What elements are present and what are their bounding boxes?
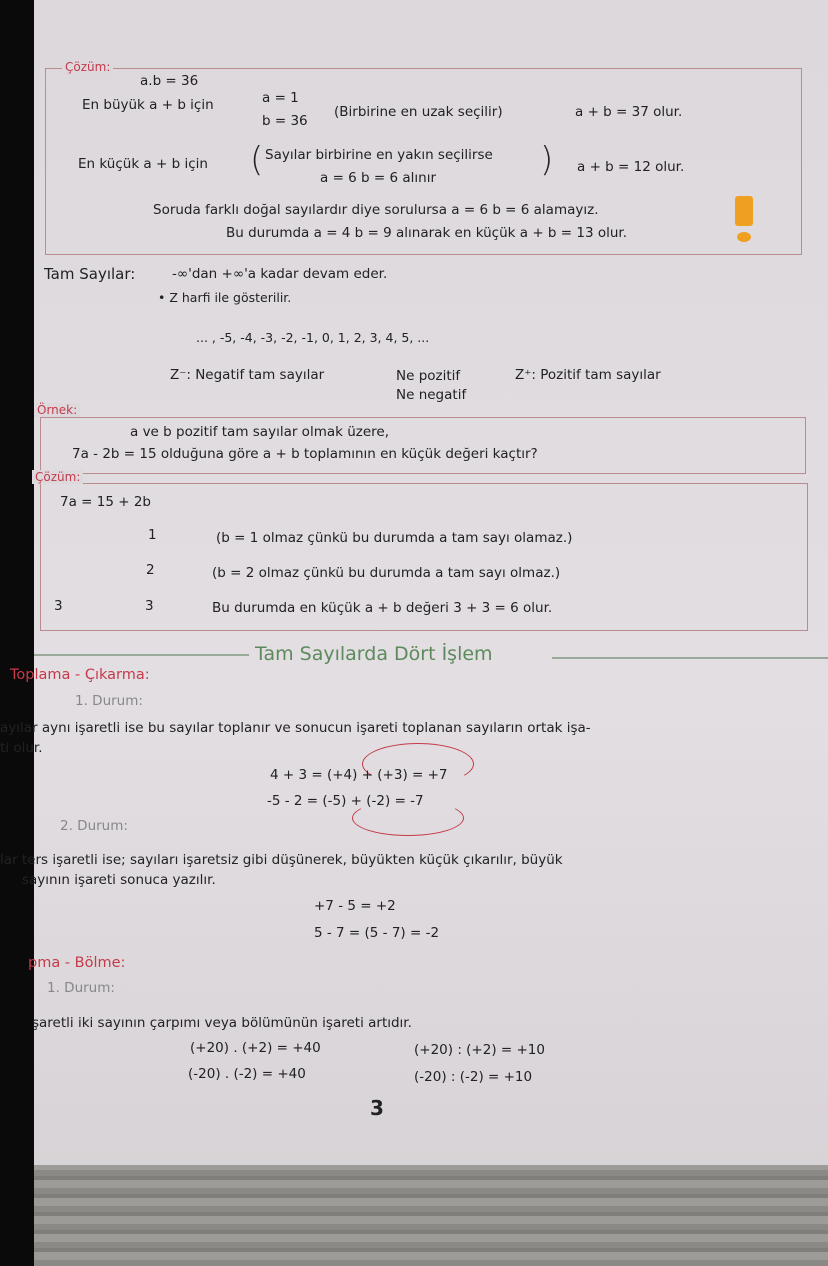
equation: (-20) : (-2) = +10 bbox=[414, 1069, 533, 1085]
value: 1 bbox=[148, 527, 157, 543]
page-number: 3 bbox=[370, 1096, 384, 1120]
equation: (+20) . (+2) = +40 bbox=[190, 1040, 321, 1056]
equation: (+20) : (+2) = +10 bbox=[414, 1042, 545, 1058]
label: Ne pozitif bbox=[396, 368, 461, 384]
text: sayının işareti sonuca yazılır. bbox=[22, 872, 216, 888]
question: 7a - 2b = 15 olduğuna göre a + b toplamının en küçük değeri kaçtır? bbox=[72, 446, 538, 462]
result: a + b = 37 olur. bbox=[575, 104, 683, 120]
note: (Birbirine en uzak seçilir) bbox=[334, 104, 503, 120]
number-line: ... , -5, -4, -3, -2, -1, 0, 1, 2, 3, 4, 5, ... bbox=[196, 330, 430, 345]
label: Z⁺: Pozitif tam sayılar bbox=[515, 367, 661, 383]
value: 2 bbox=[146, 562, 155, 578]
table-surface bbox=[34, 1165, 828, 1266]
text: En küçük a + b için bbox=[78, 156, 208, 172]
warning: Bu durumda a = 4 b = 9 alınarak en küçük a + b = 13 olur. bbox=[226, 225, 628, 241]
value: 3 bbox=[54, 598, 63, 614]
question: a ve b pozitif tam sayılar olmak üzere, bbox=[130, 424, 390, 440]
text: En büyük a + b için bbox=[82, 97, 214, 113]
dark-edge bbox=[0, 0, 34, 1266]
text: lar ters işaretli ise; sayıları işaretsiz gibi düşünerek, büyükten küçük çıkarılır, büyük bbox=[0, 852, 563, 868]
exclamation-dot-icon bbox=[737, 232, 751, 242]
solution-label: Çözüm: bbox=[62, 60, 113, 74]
case-label: 1. Durum: bbox=[47, 980, 115, 996]
section-title: Tam Sayılarda Dört İşlem bbox=[255, 643, 493, 665]
text: • Z harfi ile gösterilir. bbox=[158, 290, 292, 305]
equation: 5 - 7 = (5 - 7) = -2 bbox=[314, 925, 440, 941]
subheading: Toplama - Çıkarma: bbox=[10, 667, 150, 683]
case-label: 2. Durum: bbox=[60, 818, 128, 834]
text: şaretli iki sayının çarpımı veya bölümünün işareti artıdır. bbox=[32, 1015, 412, 1031]
result: a + b = 12 olur. bbox=[577, 159, 685, 175]
paren: ) bbox=[540, 140, 554, 180]
divider bbox=[34, 654, 249, 656]
equation: 4 + 3 = (+4) + (+3) = +7 bbox=[270, 767, 448, 783]
equation: -5 - 2 = (-5) + (-2) = -7 bbox=[267, 793, 424, 809]
equation: 7a = 15 + 2b bbox=[60, 494, 151, 510]
note: Sayılar birbirine en yakın seçilirse bbox=[265, 147, 493, 163]
result: Bu durumda en küçük a + b değeri 3 + 3 = 6 olur. bbox=[212, 600, 553, 616]
paren: ( bbox=[250, 140, 264, 180]
note: (b = 1 olmaz çünkü bu durumda a tam sayı olamaz.) bbox=[216, 530, 573, 546]
divider bbox=[552, 657, 828, 659]
note: (b = 2 olmaz çünkü bu durumda a tam sayı olmaz.) bbox=[212, 565, 561, 581]
text: -∞'dan +∞'a kadar devam eder. bbox=[172, 266, 388, 282]
warning: Soruda farklı doğal sayılardır diye sorulursa a = 6 b = 6 alamayız. bbox=[153, 202, 599, 218]
exclamation-icon bbox=[735, 196, 753, 226]
equation: b = 36 bbox=[262, 113, 308, 129]
equation: a = 1 bbox=[262, 90, 299, 106]
equation: +7 - 5 = +2 bbox=[314, 898, 396, 914]
equation: a.b = 36 bbox=[140, 73, 199, 89]
equation: a = 6 b = 6 alınır bbox=[320, 170, 437, 186]
arrow-icon bbox=[352, 800, 464, 836]
subheading: pma - Bölme: bbox=[28, 955, 126, 971]
heading: Tam Sayılar: bbox=[44, 265, 136, 283]
text: ayılar aynı işaretli ise bu sayılar toplanır ve sonucun işareti toplanan sayıların ortak işa- bbox=[0, 720, 591, 736]
solution-label: Çözüm: bbox=[32, 470, 83, 484]
case-label: 1. Durum: bbox=[75, 693, 143, 709]
label: Z⁻: Negatif tam sayılar bbox=[170, 367, 325, 383]
equation: (-20) . (-2) = +40 bbox=[188, 1066, 306, 1082]
text: ti olur. bbox=[0, 740, 43, 756]
value: 3 bbox=[145, 598, 154, 614]
example-label: Örnek: bbox=[34, 403, 80, 417]
label: Ne negatif bbox=[396, 387, 467, 403]
